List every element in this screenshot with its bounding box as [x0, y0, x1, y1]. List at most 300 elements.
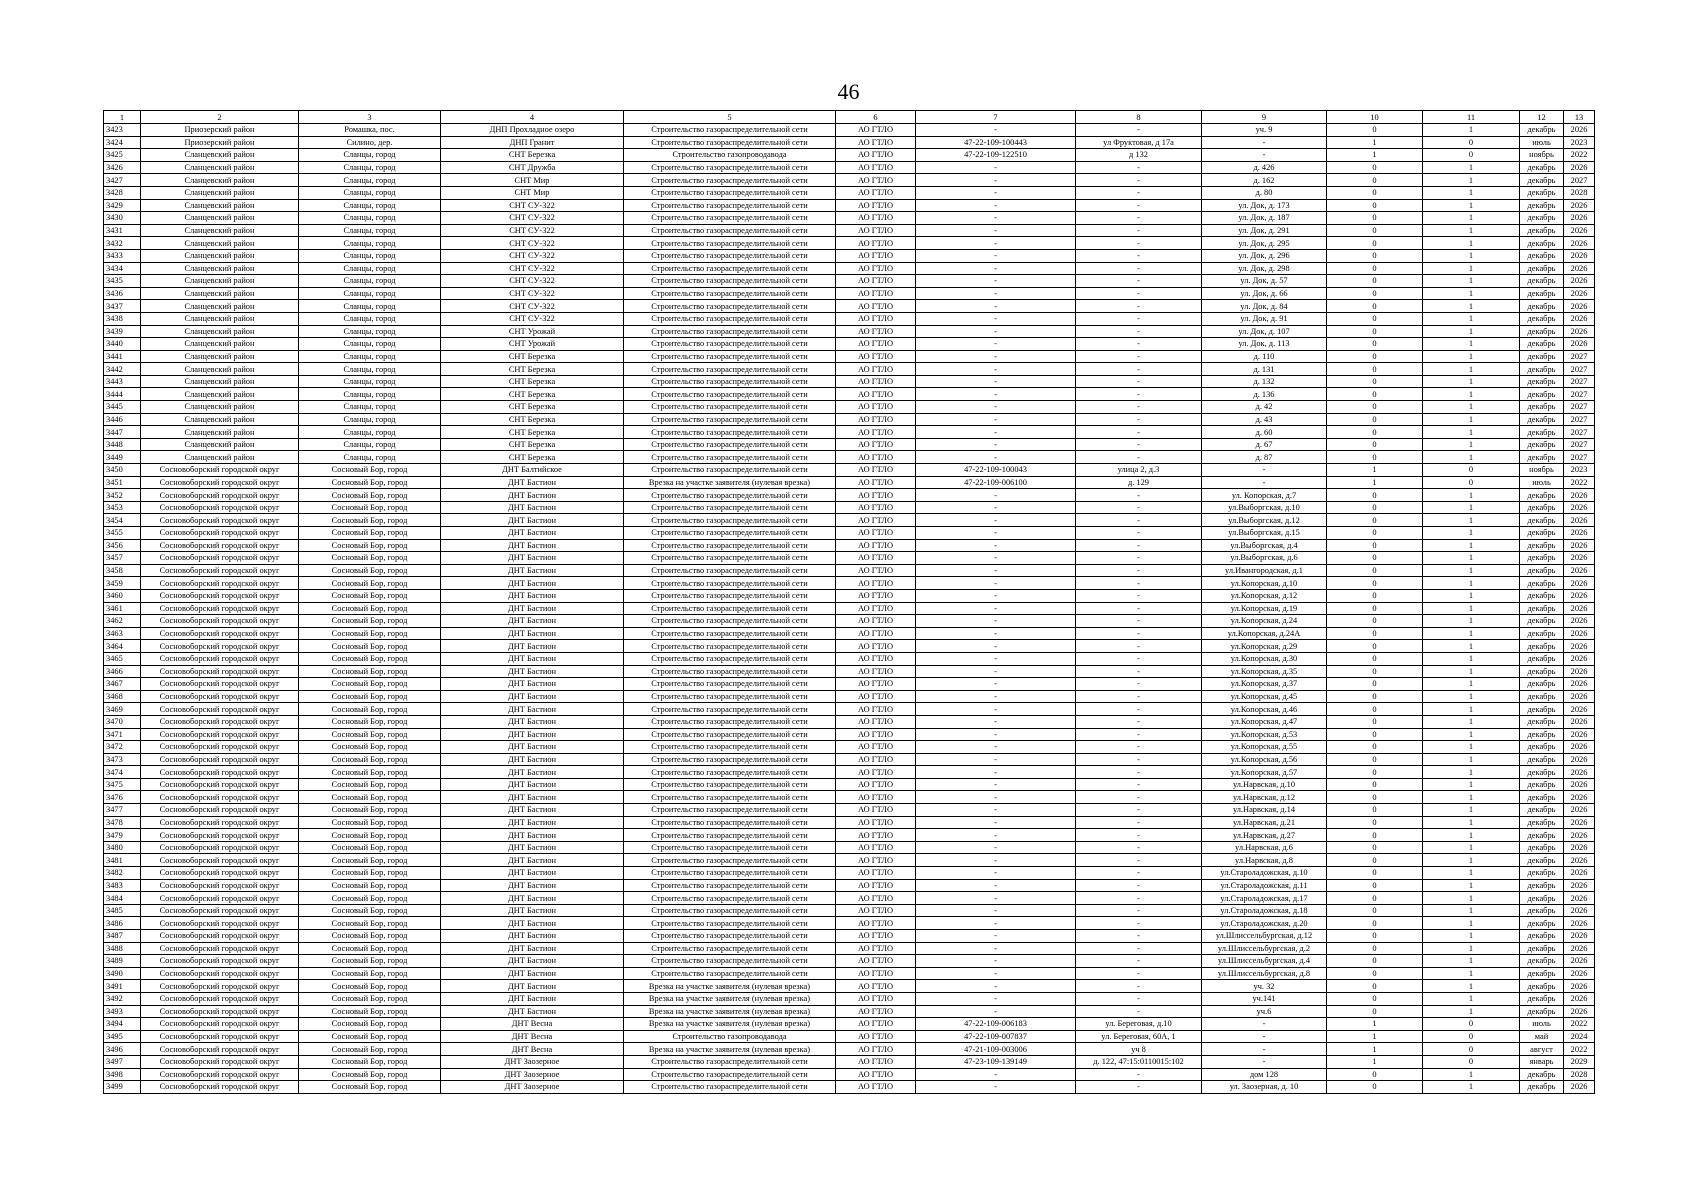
table-cell: 1 [1423, 438, 1520, 451]
table-cell: Строительство газораспределительной сети [624, 703, 836, 716]
table-cell: 1 [1423, 615, 1520, 628]
table-cell: 3457 [104, 552, 141, 565]
table-cell: 0 [1327, 527, 1423, 540]
table-cell: 2026 [1564, 778, 1595, 791]
table-cell: - [916, 816, 1076, 829]
table-cell: декабрь [1520, 589, 1564, 602]
table-cell: 1 [1423, 703, 1520, 716]
table-cell: 0 [1327, 791, 1423, 804]
table-cell: - [1076, 741, 1202, 754]
table-cell: Сосновоборский городской округ [141, 464, 299, 477]
table-cell: - [916, 627, 1076, 640]
table-cell: 3476 [104, 791, 141, 804]
table-cell: - [1076, 350, 1202, 363]
table-cell: 1 [1423, 955, 1520, 968]
table-cell: 0 [1327, 350, 1423, 363]
table-cell: ДНП Гранит [441, 136, 624, 149]
table-cell: - [916, 967, 1076, 980]
table-cell: декабрь [1520, 539, 1564, 552]
table-cell: Сосновоборский городской округ [141, 930, 299, 943]
table-cell: Врезка на участке заявителя (нулевая врезка) [624, 1018, 836, 1031]
table-cell: 3445 [104, 401, 141, 414]
table-cell: Сланцы, город [299, 338, 441, 351]
table-cell: - [1202, 1055, 1327, 1068]
table-cell: 3491 [104, 980, 141, 993]
table-cell: 2026 [1564, 816, 1595, 829]
table-cell: ул. Док, д. 84 [1202, 300, 1327, 313]
table-cell: Сланцы, город [299, 199, 441, 212]
table-cell: 2026 [1564, 967, 1595, 980]
table-cell: ДНТ Бастион [441, 967, 624, 980]
table-row [104, 325, 1595, 338]
table-cell: Сланцевский район [141, 199, 299, 212]
table-cell: Строительство газораспределительной сети [624, 401, 836, 414]
table-cell: ул Фруктовая, д 17а [1076, 136, 1202, 149]
table-cell: - [916, 589, 1076, 602]
table-cell: Сосновый Бор, город [299, 778, 441, 791]
table-cell: Сосновоборский городской округ [141, 892, 299, 905]
table-cell: - [1076, 867, 1202, 880]
table-cell: ДНТ Весна [441, 1043, 624, 1056]
table-cell: Строительство газораспределительной сети [624, 955, 836, 968]
table-cell: Сосновоборский городской округ [141, 829, 299, 842]
table-cell: Сланцевский район [141, 451, 299, 464]
table-cell: АО ГТЛО [836, 841, 916, 854]
table-cell: Приозерский район [141, 136, 299, 149]
table-cell: - [916, 249, 1076, 262]
table-cell: Сосновый Бор, город [299, 753, 441, 766]
table-row [104, 438, 1595, 451]
table-cell: - [1076, 804, 1202, 817]
table-cell: 3470 [104, 715, 141, 728]
table-cell: - [916, 665, 1076, 678]
table-cell: 1 [1423, 879, 1520, 892]
table-body [104, 124, 1595, 1094]
table-cell: Строительство газораспределительной сети [624, 527, 836, 540]
table-cell: Сосновый Бор, город [299, 552, 441, 565]
table-cell: - [1076, 602, 1202, 615]
table-cell: 3496 [104, 1043, 141, 1056]
table-cell: - [1076, 388, 1202, 401]
table-cell: 1 [1423, 854, 1520, 867]
table-cell: Строительство газораспределительной сети [624, 413, 836, 426]
table-cell: ул.Копорская, д.37 [1202, 678, 1327, 691]
table-row [104, 728, 1595, 741]
table-cell: - [916, 237, 1076, 250]
table-cell: 2026 [1564, 892, 1595, 905]
table-row [104, 892, 1595, 905]
table-cell: Сланцевский район [141, 161, 299, 174]
table-cell: декабрь [1520, 161, 1564, 174]
table-cell: Строительство газораспределительной сети [624, 564, 836, 577]
table-cell: Строительство газораспределительной сети [624, 489, 836, 502]
table-cell: АО ГТЛО [836, 942, 916, 955]
table-cell: декабрь [1520, 237, 1564, 250]
table-cell: 0 [1327, 703, 1423, 716]
table-cell: - [916, 426, 1076, 439]
table-row [104, 161, 1595, 174]
table-cell: 2026 [1564, 224, 1595, 237]
table-row [104, 715, 1595, 728]
table-cell: д. 42 [1202, 401, 1327, 414]
table-cell: 2026 [1564, 602, 1595, 615]
table-cell: май [1520, 1030, 1564, 1043]
table-cell: АО ГТЛО [836, 1043, 916, 1056]
table-cell: Строительство газораспределительной сети [624, 237, 836, 250]
table-row [104, 766, 1595, 779]
table-cell: Сосновоборский городской округ [141, 753, 299, 766]
data-table [103, 110, 1595, 1094]
table-cell: Сосновый Бор, город [299, 602, 441, 615]
table-cell: ДНТ Бастион [441, 678, 624, 691]
table-cell: - [1076, 514, 1202, 527]
table-cell: - [916, 841, 1076, 854]
table-cell: Сосновоборский городской округ [141, 476, 299, 489]
table-cell: 3493 [104, 1005, 141, 1018]
table-cell: Сосновый Бор, город [299, 816, 441, 829]
table-row [104, 300, 1595, 313]
table-cell: - [1076, 199, 1202, 212]
table-cell: 1 [1327, 149, 1423, 162]
table-cell: 2022 [1564, 1043, 1595, 1056]
table-cell: Сланцы, город [299, 426, 441, 439]
table-cell: Сосновоборский городской округ [141, 615, 299, 628]
table-cell: 2026 [1564, 338, 1595, 351]
table-cell: ул.Копорская, д.55 [1202, 741, 1327, 754]
table-cell: декабрь [1520, 879, 1564, 892]
table-row [104, 690, 1595, 703]
table-cell: Строительство газораспределительной сети [624, 753, 836, 766]
table-cell: 2026 [1564, 527, 1595, 540]
table-row [104, 451, 1595, 464]
table-cell: декабрь [1520, 615, 1564, 628]
table-cell: Сланцевский район [141, 149, 299, 162]
table-cell: Сосновоборский городской округ [141, 577, 299, 590]
table-row [104, 262, 1595, 275]
table-cell: 1 [1423, 791, 1520, 804]
table-cell: 3423 [104, 124, 141, 137]
table-cell: АО ГТЛО [836, 237, 916, 250]
table-cell: ул.Нарвская, д.6 [1202, 841, 1327, 854]
table-cell: - [1076, 955, 1202, 968]
table-cell: Сосновый Бор, город [299, 640, 441, 653]
table-cell: ул.Староладожская, д.10 [1202, 867, 1327, 880]
table-cell: Сосновоборский городской округ [141, 652, 299, 665]
table-cell: 2026 [1564, 841, 1595, 854]
table-cell: АО ГТЛО [836, 426, 916, 439]
table-cell: Строительство газораспределительной сети [624, 438, 836, 451]
table-cell: декабрь [1520, 262, 1564, 275]
table-cell: ДНТ Бастион [441, 741, 624, 754]
table-cell: 1 [1423, 161, 1520, 174]
table-cell: 1 [1423, 841, 1520, 854]
table-cell: 0 [1327, 804, 1423, 817]
table-cell: Сосновоборский городской округ [141, 552, 299, 565]
table-cell: декабрь [1520, 816, 1564, 829]
table-cell: 0 [1327, 715, 1423, 728]
table-cell: 3497 [104, 1055, 141, 1068]
table-cell: 0 [1327, 325, 1423, 338]
table-cell: декабрь [1520, 602, 1564, 615]
table-cell: 0 [1423, 464, 1520, 477]
table-cell: - [916, 224, 1076, 237]
table-cell: - [1076, 753, 1202, 766]
table-cell: АО ГТЛО [836, 501, 916, 514]
table-cell: ул. Док, д. 113 [1202, 338, 1327, 351]
table-cell: 0 [1327, 552, 1423, 565]
table-cell: 47-22-109-100443 [916, 136, 1076, 149]
table-cell: 3450 [104, 464, 141, 477]
table-cell: ул. Копорская, д.7 [1202, 489, 1327, 502]
table-cell: - [1076, 174, 1202, 187]
table-cell: Сосновый Бор, город [299, 589, 441, 602]
table-cell: СНТ Березка [441, 426, 624, 439]
table-row [104, 1005, 1595, 1018]
table-cell: - [916, 552, 1076, 565]
table-cell: ул. Док, д. 298 [1202, 262, 1327, 275]
table-cell: Сосновоборский городской округ [141, 690, 299, 703]
table-cell: АО ГТЛО [836, 489, 916, 502]
table-cell: - [1076, 262, 1202, 275]
table-cell: Врезка на участке заявителя (нулевая врезка) [624, 980, 836, 993]
table-cell: 3481 [104, 854, 141, 867]
table-cell: декабрь [1520, 174, 1564, 187]
table-cell: 1 [1423, 262, 1520, 275]
table-cell: - [1076, 212, 1202, 225]
table-cell: декабрь [1520, 1068, 1564, 1081]
table-cell: 3427 [104, 174, 141, 187]
table-cell: декабрь [1520, 942, 1564, 955]
table-cell: Сосновоборский городской округ [141, 854, 299, 867]
table-cell: декабрь [1520, 741, 1564, 754]
table-cell: 3461 [104, 602, 141, 615]
table-cell: 1 [1423, 602, 1520, 615]
table-cell: Строительство газопроводавода [624, 1030, 836, 1043]
table-row [104, 778, 1595, 791]
table-cell: - [1076, 186, 1202, 199]
table-cell: Сосновоборский городской округ [141, 992, 299, 1005]
table-cell: ДНТ Бастион [441, 552, 624, 565]
table-cell: 0 [1327, 1005, 1423, 1018]
table-cell: декабрь [1520, 904, 1564, 917]
table-cell: - [916, 992, 1076, 1005]
table-cell: ДНП Прохладное озеро [441, 124, 624, 137]
table-cell: АО ГТЛО [836, 967, 916, 980]
table-cell: ДНТ Бастион [441, 564, 624, 577]
table-cell: ул. Док, д. 57 [1202, 275, 1327, 288]
table-cell: ул.Копорская, д.24 [1202, 615, 1327, 628]
table-cell: улица 2, д.3 [1076, 464, 1202, 477]
table-cell: АО ГТЛО [836, 640, 916, 653]
table-cell: - [916, 778, 1076, 791]
table-cell: - [1202, 136, 1327, 149]
table-cell: Сосновый Бор, город [299, 917, 441, 930]
table-cell: Строительство газораспределительной сети [624, 967, 836, 980]
table-cell: 0 [1327, 930, 1423, 943]
table-row [104, 501, 1595, 514]
table-cell: ДНТ Бастион [441, 690, 624, 703]
table-cell: 1 [1423, 552, 1520, 565]
table-cell: - [1202, 464, 1327, 477]
table-cell: 3494 [104, 1018, 141, 1031]
table-cell: - [1076, 375, 1202, 388]
table-cell: Строительство газораспределительной сети [624, 715, 836, 728]
table-row [104, 1018, 1595, 1031]
table-cell: - [916, 212, 1076, 225]
table-cell: 3487 [104, 930, 141, 943]
table-cell: Строительство газораспределительной сети [624, 602, 836, 615]
table-cell: Сланцы, город [299, 275, 441, 288]
table-cell: 1 [1423, 904, 1520, 917]
table-cell: - [1076, 438, 1202, 451]
table-cell: 2026 [1564, 640, 1595, 653]
table-cell: СНТ Березка [441, 388, 624, 401]
table-cell: декабрь [1520, 501, 1564, 514]
table-row [104, 1055, 1595, 1068]
table-cell: - [916, 350, 1076, 363]
table-cell: АО ГТЛО [836, 476, 916, 489]
table-cell: ул.Копорская, д.29 [1202, 640, 1327, 653]
table-cell: Сланцевский район [141, 350, 299, 363]
table-cell: Сосновоборский городской округ [141, 766, 299, 779]
table-cell: АО ГТЛО [836, 287, 916, 300]
table-row [104, 577, 1595, 590]
table-row [104, 350, 1595, 363]
table-cell: - [1202, 476, 1327, 489]
table-cell: ДНТ Бастион [441, 615, 624, 628]
table-cell: Сосновый Бор, город [299, 539, 441, 552]
table-cell: - [916, 388, 1076, 401]
table-cell: - [916, 904, 1076, 917]
table-cell: Сосновоборский городской округ [141, 602, 299, 615]
table-cell: Сосновый Бор, город [299, 665, 441, 678]
table-cell: Сосновый Бор, город [299, 766, 441, 779]
table-cell: Сосновый Бор, город [299, 1018, 441, 1031]
table-cell: АО ГТЛО [836, 300, 916, 313]
table-cell: АО ГТЛО [836, 829, 916, 842]
table-cell: 1 [1423, 401, 1520, 414]
table-row [104, 1043, 1595, 1056]
table-cell: Сосновый Бор, город [299, 967, 441, 980]
table-cell: - [916, 338, 1076, 351]
table-cell: - [916, 174, 1076, 187]
table-cell: АО ГТЛО [836, 602, 916, 615]
table-cell: 0 [1327, 778, 1423, 791]
table-cell: декабрь [1520, 275, 1564, 288]
table-cell: д. 43 [1202, 413, 1327, 426]
table-cell: Сланцы, город [299, 401, 441, 414]
table-row [104, 413, 1595, 426]
table-cell: ДНТ Бастион [441, 602, 624, 615]
table-cell: ул. Док, д. 291 [1202, 224, 1327, 237]
table-cell: Сланцевский район [141, 401, 299, 414]
table-cell: ул.Выборгская, д.10 [1202, 501, 1327, 514]
table-cell: Сланцы, город [299, 212, 441, 225]
table-cell: 3472 [104, 741, 141, 754]
table-cell: - [916, 438, 1076, 451]
table-cell: Сосновый Бор, город [299, 841, 441, 854]
table-cell: СНТ Березка [441, 451, 624, 464]
table-cell: - [1076, 224, 1202, 237]
table-cell: Сосновоборский городской округ [141, 703, 299, 716]
column-header: 5 [624, 111, 836, 124]
table-cell: 1 [1423, 426, 1520, 439]
table-cell: АО ГТЛО [836, 186, 916, 199]
table-cell: Строительство газораспределительной сети [624, 224, 836, 237]
table-cell: Сосновоборский городской округ [141, 841, 299, 854]
table-cell: декабрь [1520, 955, 1564, 968]
table-cell: СНТ Березка [441, 363, 624, 376]
table-cell: - [1076, 589, 1202, 602]
table-cell: 0 [1327, 237, 1423, 250]
table-cell: 0 [1327, 514, 1423, 527]
table-cell: Сланцевский район [141, 413, 299, 426]
table-cell: Строительство газораспределительной сети [624, 501, 836, 514]
table-cell: ул.Выборгская, д.4 [1202, 539, 1327, 552]
table-cell: Строительство газораспределительной сети [624, 854, 836, 867]
table-cell: Сланцевский район [141, 338, 299, 351]
table-cell: АО ГТЛО [836, 816, 916, 829]
table-cell: СНТ СУ-322 [441, 249, 624, 262]
table-cell: 2026 [1564, 577, 1595, 590]
table-cell: Строительство газораспределительной сети [624, 161, 836, 174]
table-cell: Сланцевский район [141, 262, 299, 275]
table-cell: 2026 [1564, 161, 1595, 174]
table-cell: ДНТ Заозерное [441, 1068, 624, 1081]
table-cell: Сосновоборский городской округ [141, 627, 299, 640]
column-header: 11 [1423, 111, 1520, 124]
table-cell: СНТ СУ-322 [441, 262, 624, 275]
table-cell: АО ГТЛО [836, 1055, 916, 1068]
table-cell: 3435 [104, 275, 141, 288]
table-cell: Сланцы, город [299, 375, 441, 388]
table-cell: ноябрь [1520, 464, 1564, 477]
table-cell: дом 128 [1202, 1068, 1327, 1081]
table-cell: ул.Староладожская, д.17 [1202, 892, 1327, 905]
table-row [104, 1030, 1595, 1043]
table-cell: Строительство газораспределительной сети [624, 539, 836, 552]
table-cell: СНТ Березка [441, 438, 624, 451]
table-cell: ул.Нарвская, д.8 [1202, 854, 1327, 867]
table-cell: ул.Копорская, д.19 [1202, 602, 1327, 615]
table-cell: 2026 [1564, 829, 1595, 842]
table-cell: 47-22-109-100043 [916, 464, 1076, 477]
table-cell: 2026 [1564, 703, 1595, 716]
table-cell: 3486 [104, 917, 141, 930]
column-header: 6 [836, 111, 916, 124]
table-cell: 3483 [104, 879, 141, 892]
table-cell: Строительство газораспределительной сети [624, 917, 836, 930]
table-cell: 3443 [104, 375, 141, 388]
table-cell: ул.Нарвская, д.27 [1202, 829, 1327, 842]
table-cell: Строительство газораспределительной сети [624, 741, 836, 754]
table-cell: Сосновый Бор, город [299, 930, 441, 943]
table-cell: 3489 [104, 955, 141, 968]
table-cell: 1 [1423, 451, 1520, 464]
table-cell: ДНТ Бастион [441, 841, 624, 854]
table-cell: 2029 [1564, 1055, 1595, 1068]
table-cell: 0 [1327, 867, 1423, 880]
table-cell: АО ГТЛО [836, 527, 916, 540]
table-cell: - [916, 930, 1076, 943]
table-cell: - [1076, 816, 1202, 829]
table-cell: 0 [1423, 1018, 1520, 1031]
table-cell: Сосновый Бор, город [299, 741, 441, 754]
table-cell: 0 [1327, 766, 1423, 779]
header-row [104, 111, 1595, 124]
table-cell: ДНТ Бастион [441, 879, 624, 892]
table-cell: декабрь [1520, 753, 1564, 766]
